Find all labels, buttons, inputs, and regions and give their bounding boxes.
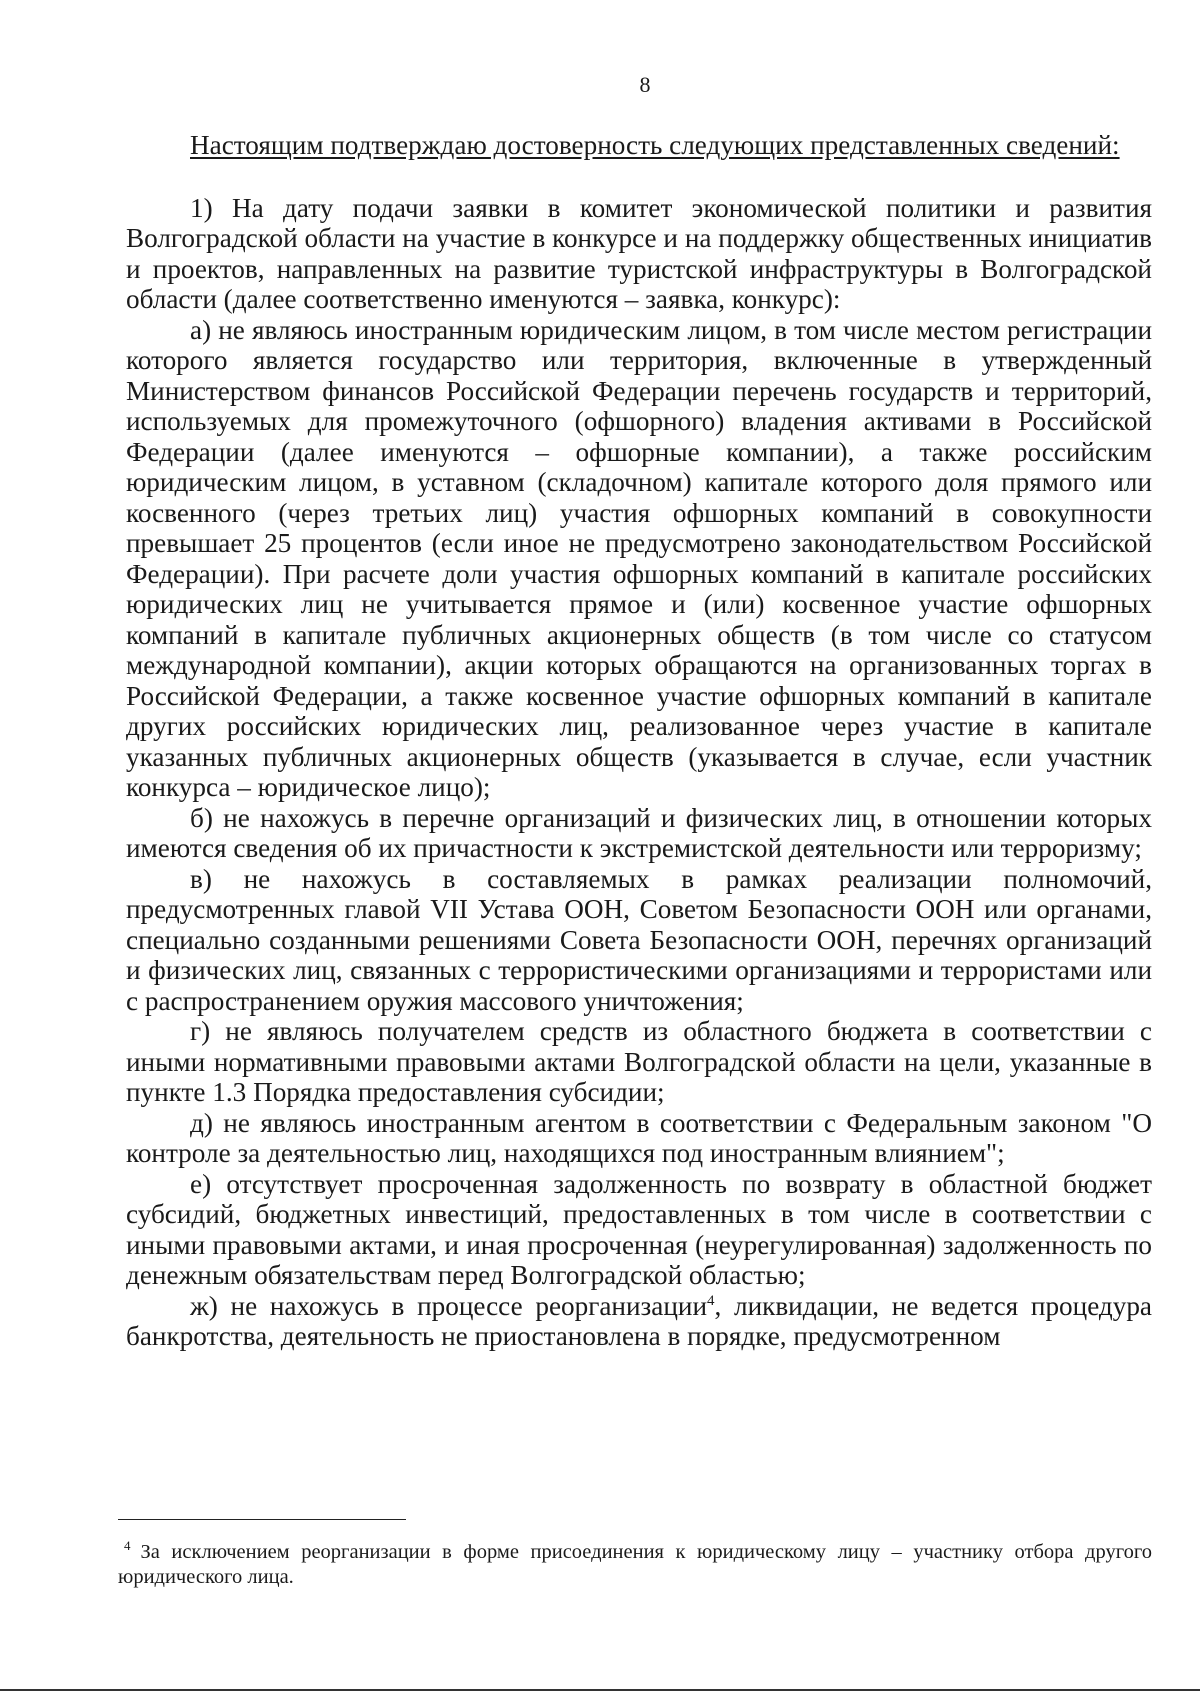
footnote-text: За исключением реорганизации в форме присоединения к юридическому лицу – участнику отбора другого юридического лица. [118,1540,1152,1588]
clause-g: г) не являюсь получателем средств из областного бюджета в соответствии с иными нормативными правовыми актами Волгоградской области на цели, указанные в пункте 1.3 Порядка предоставления субсидии; [126,1016,1152,1107]
page-bottom-edge [0,1689,1200,1691]
clause-zh [126,1291,1152,1352]
clause-b: б) не нахожусь в перечне организаций и физических лиц, в отношении которых имеются сведения об их причастности к экстремистской деятельности или терроризму; [126,802,1152,863]
footnote-reference: 4 [707,1292,715,1309]
document-body [126,130,1152,1352]
footnote-separator [118,1519,406,1520]
clause-zh-end: , ликвидации, не ведется процедура банкротства, деятельность не приостановлена в порядке, предусмотренном [126,1290,1152,1351]
clause-v: в) не нахожусь в составляемых в рамках реализации полномочий, предусмотренных главой VII Устава ООН, Советом Безопасности ООН или органами, специально созданными решениями Совета Безопасности ООН, перечнях организаций и физических лиц, связанных с террористическими организациями и террористами или с распространением оружия массового уничтожения; [126,863,1152,1016]
footnote [118,1533,1152,1590]
footnote-mark: 4 [124,1538,131,1553]
clause-a: а) не являюсь иностранным юридическим лицом, в том числе местом регистрации которого является государство или территория, включенные в утвержденный Министерством финансов Российской Федерации перечень государств и территорий, используемых для промежуточного (офшорного) владения активами в Российской Федерации (далее именуются – офшорные компании), а также российским юридическим лицом, в уставном (складочном) капитале которого доля прямого или косвенного (через третьих лиц) участия офшорных компаний в совокупности превышает 25 процентов (если иное не предусмотрено законодательством Российской Федерации). При расчете доли участия офшорных компаний в капитале российских юридических лиц не учитывается прямое и (или) косвенное участие офшорных компаний в капитале публичных акционерных обществ (в том числе со статусом международной компании), акции которых обращаются на организованных торгах в Российской Федерации, а также косвенное участие офшорных компаний в капитале других российских юридических лиц, реализованное через участие в капитале указанных публичных акционерных обществ (указывается в случае, если участник конкурса – юридическое лицо); [126,314,1152,802]
clause-1: 1) На дату подачи заявки в комитет экономической политики и развития Волгоградской области на участие в конкурсе и на поддержку общественных инициатив и проектов, направленных на развитие туристской инфраструктуры в Волгоградской области (далее соответственно именуются – заявка, конкурс): [126,192,1152,314]
clause-e: е) отсутствует просроченная задолженность по возврату в областной бюджет субсидий, бюджетных инвестиций, предоставленных в том числе в соответствии с иными правовыми актами, и иная просроченная (неурегулированная) задолженность по денежным обязательствам перед Волгоградской областью; [126,1168,1152,1290]
clause-zh-start: ж) не нахожусь в процессе реорганизации [190,1290,707,1321]
confirmation-paragraph [126,130,1152,161]
clause-d: д) не являюсь иностранным агентом в соответствии с Федеральным законом "О контроле за деятельностью лиц, находящихся под иностранным влиянием"; [126,1107,1152,1168]
confirmation-text: Настоящим подтверждаю достоверность следующих представленных сведений: [190,130,1120,160]
page-number: 8 [639,72,651,97]
